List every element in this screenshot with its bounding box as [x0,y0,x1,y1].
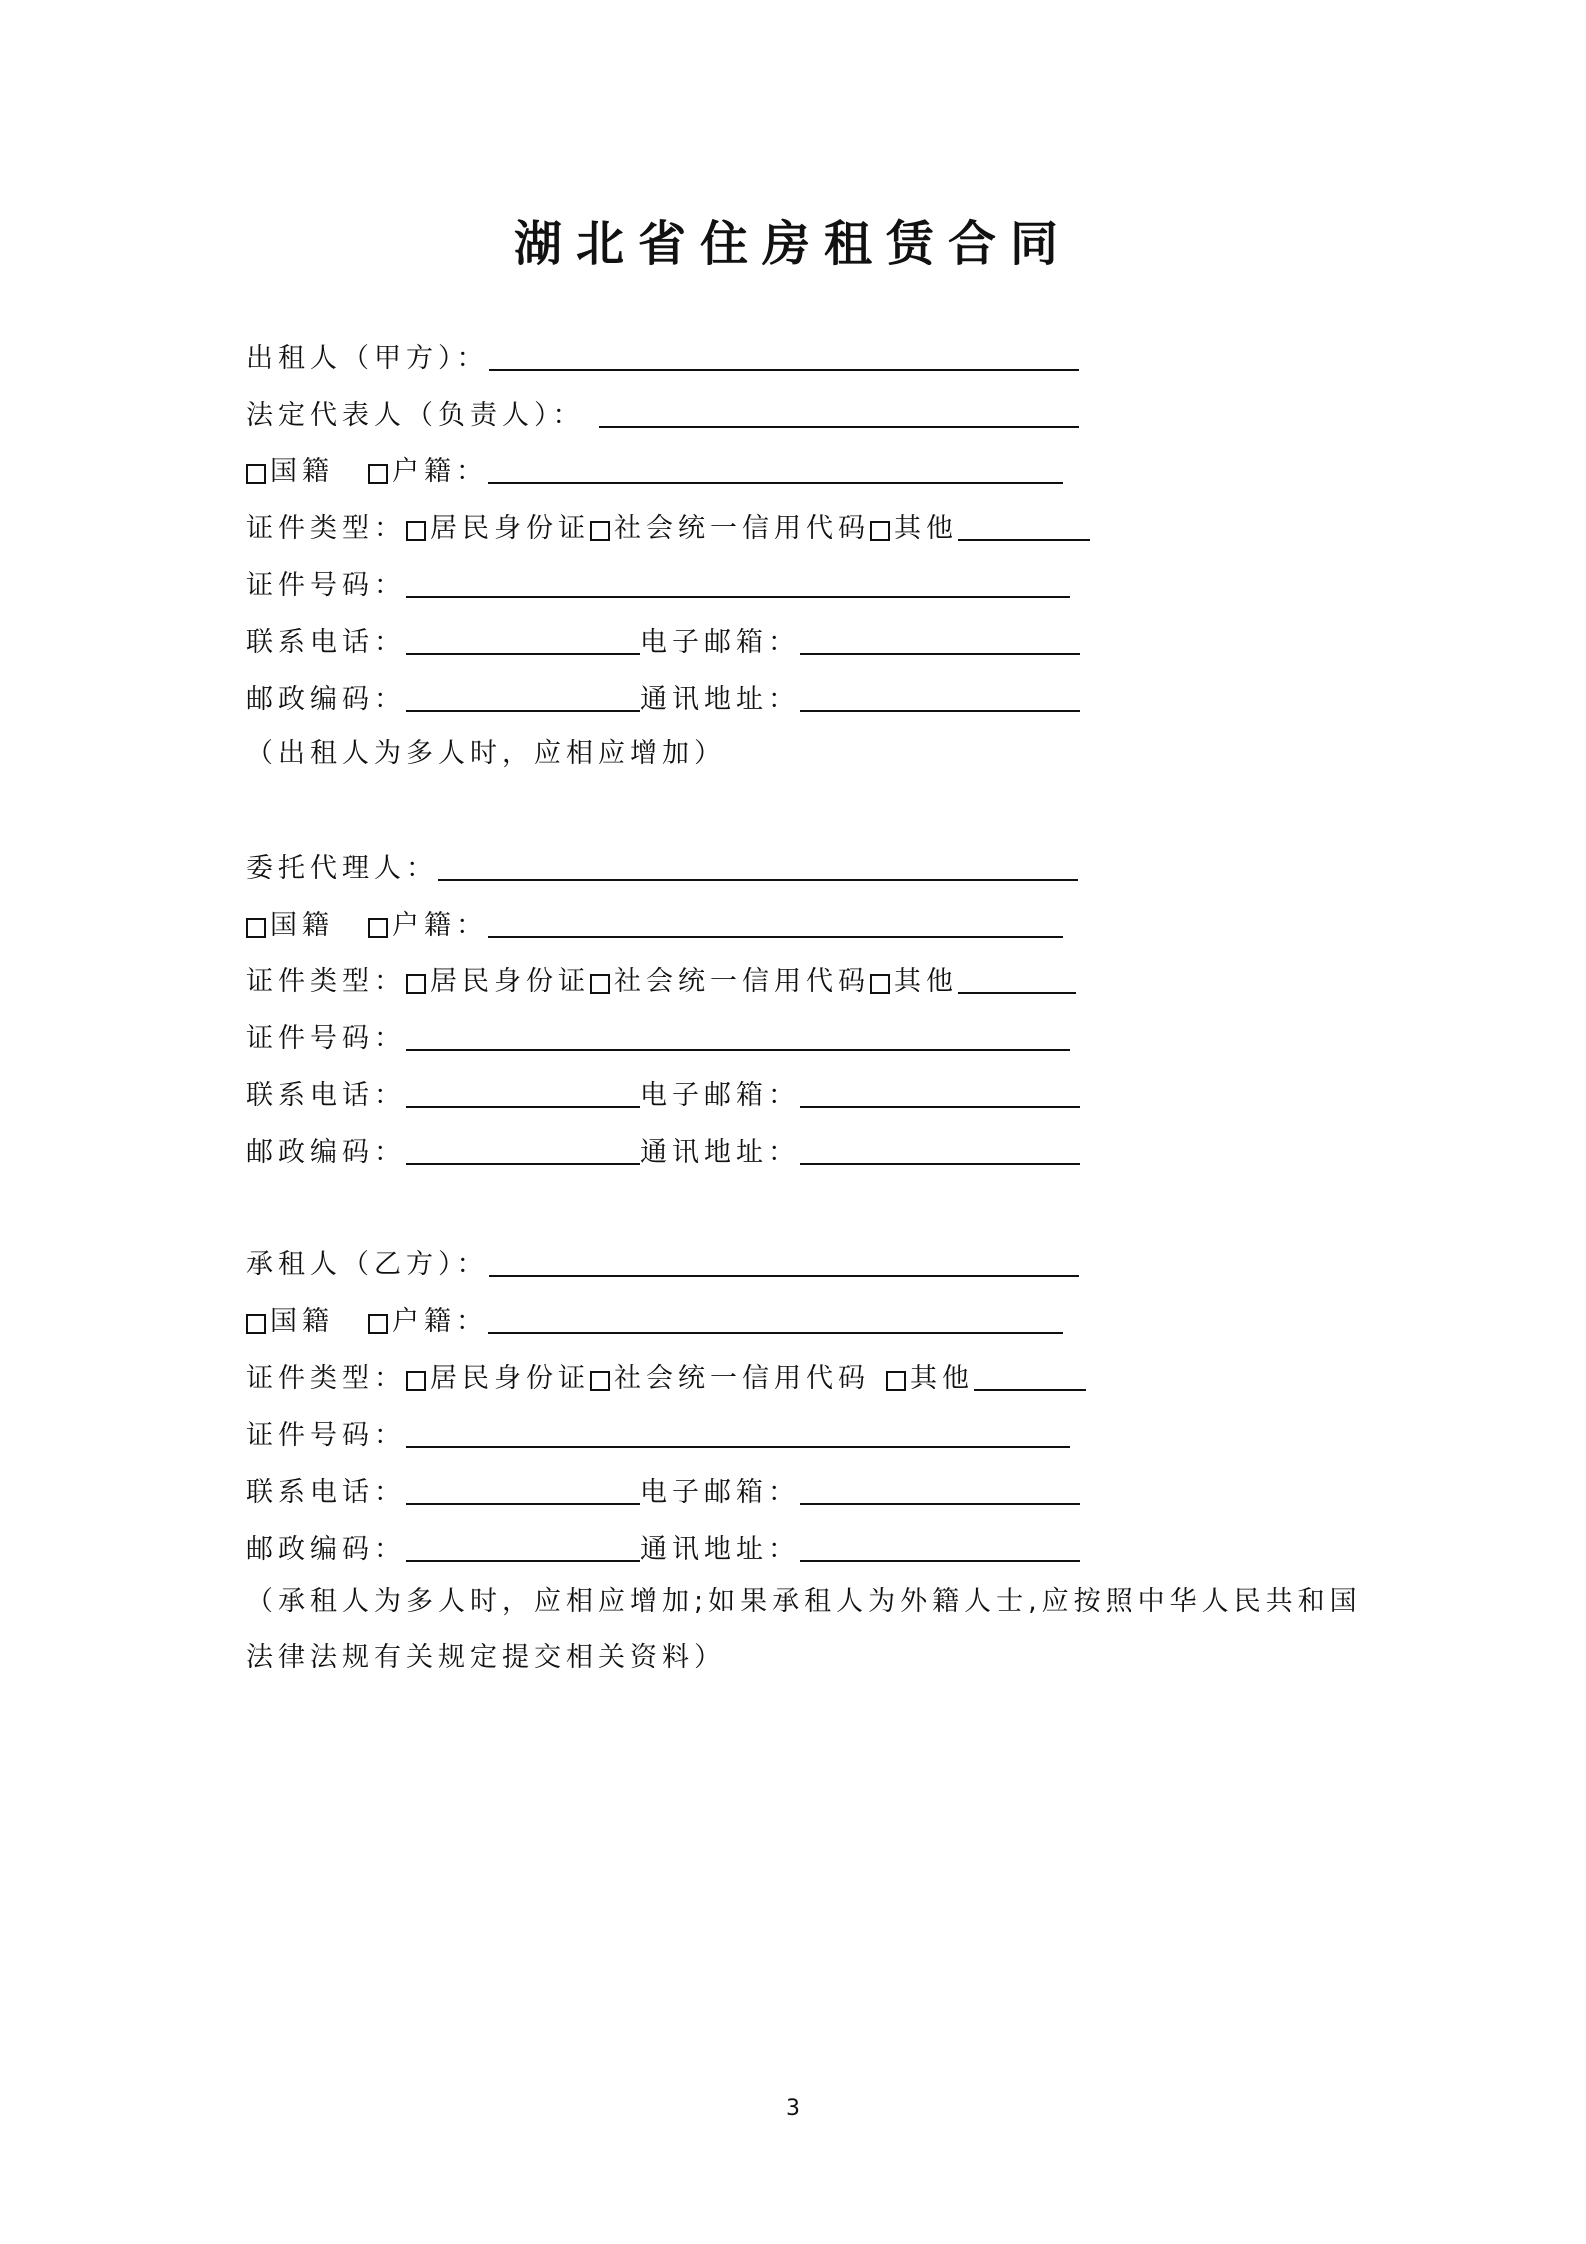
id-number-field[interactable] [406,1446,1070,1448]
phone-label: 联系电话： [246,627,406,658]
agent-label: 委托代理人： [246,853,438,884]
legal-rep-field[interactable] [599,426,1079,428]
lessor-field[interactable] [489,369,1079,371]
lessor-note: （出租人为多人时，应相应增加） [246,738,726,769]
credit-code-checkbox[interactable] [590,521,610,541]
id-card-label: 居民身份证 [430,513,590,544]
id-number-label: 证件号码： [246,1023,406,1054]
agent-field[interactable] [438,879,1078,881]
postcode-field[interactable] [406,1163,640,1165]
id-card-checkbox[interactable] [406,974,426,994]
phone-field[interactable] [406,653,640,655]
household-label: 户籍： [392,456,488,487]
lessee-label: 承租人（乙方）： [246,1249,489,1280]
postcode-label: 邮政编码： [246,1534,406,1565]
other-checkbox[interactable] [870,974,890,994]
id-type-label: 证件类型： [246,1363,406,1394]
id-card-checkbox[interactable] [406,1371,426,1391]
household-checkbox[interactable] [368,1314,388,1334]
email-field[interactable] [800,1503,1080,1505]
address-label: 通讯地址： [640,1137,800,1168]
lessee-postcode-row [246,1526,1080,1566]
other-checkbox[interactable] [870,521,890,541]
other-label: 其他 [894,966,958,997]
address-field[interactable] [800,1163,1080,1165]
nationality-checkbox[interactable] [246,464,266,484]
lessor-id-type-row [246,505,1090,545]
nationality-checkbox[interactable] [246,918,266,938]
phone-label: 联系电话： [246,1080,406,1111]
other-checkbox[interactable] [886,1371,906,1391]
email-label: 电子邮箱： [640,627,800,658]
lessor-row [246,335,1079,375]
id-card-label: 居民身份证 [430,1363,590,1394]
other-field[interactable] [958,539,1090,541]
agent-row [246,845,1078,885]
legal-rep-row [246,392,1079,432]
nationality-checkbox[interactable] [246,1314,266,1334]
lessee-id-type-row [246,1355,1086,1395]
postcode-label: 邮政编码： [246,684,406,715]
credit-code-label: 社会统一信用代码 [614,966,870,997]
id-card-checkbox[interactable] [406,521,426,541]
legal-rep-label: 法定代表人（负责人）： [246,400,585,431]
postcode-label: 邮政编码： [246,1137,406,1168]
agent-id-number-row [246,1015,1070,1055]
credit-code-checkbox[interactable] [590,974,610,994]
lessee-row [246,1241,1079,1281]
phone-field[interactable] [406,1106,640,1108]
phone-label: 联系电话： [246,1477,406,1508]
postcode-field[interactable] [406,710,640,712]
page-number: 3 [786,2096,800,2121]
address-field[interactable] [800,1560,1080,1562]
lessor-nationality-row [246,448,1063,488]
email-field[interactable] [800,1106,1080,1108]
nationality-label: 国籍 [270,456,334,487]
lessor-id-number-row [246,562,1070,602]
lessor-postcode-row [246,676,1080,716]
other-label: 其他 [910,1363,974,1394]
id-type-label: 证件类型： [246,513,406,544]
id-number-field[interactable] [406,596,1070,598]
nationality-label: 国籍 [270,910,334,941]
other-label: 其他 [894,513,958,544]
id-type-label: 证件类型： [246,966,406,997]
email-label: 电子邮箱： [640,1080,800,1111]
household-label: 户籍： [392,1306,488,1337]
household-checkbox[interactable] [368,918,388,938]
agent-id-type-row [246,958,1076,998]
document-title: 湖北省住房租赁合同 [513,216,1072,272]
agent-phone-row [246,1072,1080,1112]
nationality-field[interactable] [488,1332,1063,1334]
id-card-label: 居民身份证 [430,966,590,997]
lessee-phone-row [246,1469,1080,1509]
household-label: 户籍： [392,910,488,941]
id-number-label: 证件号码： [246,1420,406,1451]
nationality-field[interactable] [488,482,1063,484]
other-field[interactable] [958,992,1076,994]
email-field[interactable] [800,653,1080,655]
address-field[interactable] [800,710,1080,712]
nationality-label: 国籍 [270,1306,334,1337]
credit-code-label: 社会统一信用代码 [614,1363,870,1394]
agent-nationality-row [246,902,1063,942]
email-label: 电子邮箱： [640,1477,800,1508]
household-checkbox[interactable] [368,464,388,484]
id-number-label: 证件号码： [246,570,406,601]
lessee-nationality-row [246,1298,1063,1338]
address-label: 通讯地址： [640,1534,800,1565]
lessee-id-number-row [246,1412,1070,1452]
credit-code-label: 社会统一信用代码 [614,513,870,544]
lessor-phone-row [246,619,1080,659]
id-number-field[interactable] [406,1049,1070,1051]
lessor-label: 出租人（甲方）： [246,343,489,374]
other-field[interactable] [974,1389,1086,1391]
address-label: 通讯地址： [640,684,800,715]
postcode-field[interactable] [406,1560,640,1562]
agent-postcode-row [246,1129,1080,1169]
lessee-note: （承租人为多人时，应相应增加;如果承租人为外籍人士,应按照中华人民共和国法律法规有关规定提交相关资料） [246,1586,1362,1673]
credit-code-checkbox[interactable] [590,1371,610,1391]
lessee-field[interactable] [489,1275,1079,1277]
nationality-field[interactable] [488,936,1063,938]
phone-field[interactable] [406,1503,640,1505]
